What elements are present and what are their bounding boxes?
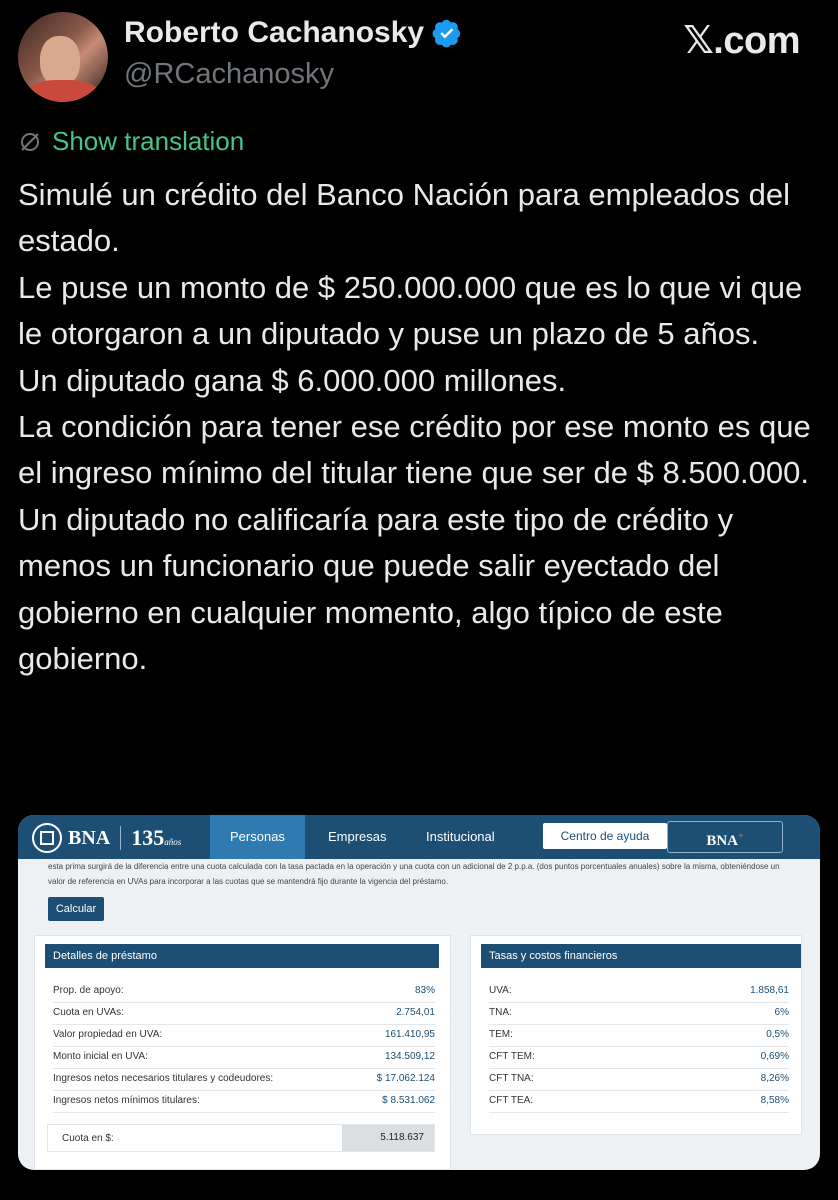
- row-value: $ 17.062.124: [376, 1073, 435, 1084]
- row-value: 83%: [414, 985, 435, 996]
- row-value: 8,26%: [760, 1073, 789, 1084]
- bna-plus-label: BNA: [706, 833, 738, 849]
- show-translation-link[interactable]: [18, 126, 244, 157]
- table-row: [489, 1002, 789, 1025]
- tab-personas[interactable]: Personas: [210, 815, 305, 859]
- tab-empresas[interactable]: Empresas: [328, 829, 387, 844]
- cuota-label: Cuota en $:: [62, 1133, 114, 1144]
- row-label: CFT TEM:: [489, 1051, 535, 1062]
- table-row: [489, 1046, 789, 1069]
- row-value: 2.754,01: [396, 1007, 435, 1018]
- attached-image[interactable]: [18, 815, 820, 1170]
- table-row: [53, 1002, 435, 1025]
- tab-institucional[interactable]: Institucional: [426, 829, 495, 844]
- user-handle[interactable]: @RCachanosky: [124, 58, 334, 90]
- anniversary-logo: [131, 825, 181, 851]
- table-row: [489, 980, 789, 1003]
- row-label: UVA:: [489, 985, 512, 996]
- bna-logo: [32, 823, 181, 853]
- calculate-button[interactable]: Calcular: [48, 897, 104, 921]
- cuota-row: [47, 1124, 435, 1152]
- table-row: [489, 1024, 789, 1047]
- table-row: [53, 1090, 435, 1113]
- row-label: Prop. de apoyo:: [53, 985, 124, 996]
- anniversary-suffix: años: [164, 837, 182, 847]
- table-row: [53, 1046, 435, 1069]
- bna-logo-text: BNA: [68, 826, 111, 849]
- row-value: 6%: [774, 1007, 789, 1018]
- table-row: [53, 1024, 435, 1047]
- table-row: [489, 1068, 789, 1091]
- row-value: 8,58%: [760, 1095, 789, 1106]
- row-label: Valor propiedad en UVA:: [53, 1029, 163, 1040]
- avatar-face: [40, 36, 80, 86]
- loan-details-title: Detalles de préstamo: [45, 944, 439, 968]
- name-row: [124, 16, 462, 50]
- row-label: Ingresos netos mínimos titulares:: [53, 1095, 200, 1106]
- tweet-paragraph: Un diputado gana $ 6.000.000 millones.: [18, 362, 567, 398]
- bna-navbar: [18, 815, 820, 859]
- cuota-value: 5.118.637: [342, 1125, 434, 1151]
- avatar-shirt: [28, 80, 98, 102]
- bna-plus-sup: +: [737, 831, 744, 842]
- row-value: 0,5%: [766, 1029, 789, 1040]
- row-value: $ 8.531.062: [382, 1095, 435, 1106]
- avatar[interactable]: [18, 12, 108, 102]
- x-logo: 𝕏.com: [683, 20, 800, 62]
- table-row: [53, 980, 435, 1003]
- row-value: 134.509,12: [384, 1051, 435, 1062]
- show-translation-label: Show translation: [52, 126, 245, 156]
- logo-separator: [120, 826, 121, 850]
- translate-icon: [18, 130, 42, 154]
- tweet-paragraph: Le puse un monto de $ 250.000.000 que es lo que vi que le otorgaron a un diputado y puse un plazo de 5 años.: [18, 269, 803, 352]
- anniversary-number: 135: [131, 825, 165, 850]
- tweet-paragraph: La condición para tener ese crédito por ese monto es que el ingreso mínimo del titular tiene que ser de $ 8.500.000.: [18, 409, 811, 491]
- row-label: Ingresos netos necesarios titulares y codeudores:: [53, 1073, 274, 1084]
- bank-icon: [32, 823, 62, 853]
- rates-title: Tasas y costos financieros: [481, 944, 801, 968]
- row-label: CFT TEA:: [489, 1095, 534, 1106]
- row-label: Monto inicial en UVA:: [53, 1051, 148, 1062]
- info-text: esta prima surgirá de la diferencia entre una cuota calculada con la tasa pactada en la operación y una cuota con un adicional de 2 p.p.a. (dos puntos porcentuales anuales) sobre la misma, obteniéndose un valor de referencia en UVAs para incorporar a las cuotas que se mantendrá fijo durante la vigencia del préstamo.: [48, 862, 780, 886]
- loan-details-panel: [34, 935, 451, 1170]
- row-label: CFT TNA:: [489, 1073, 534, 1084]
- row-label: TNA:: [489, 1007, 512, 1018]
- row-value: 1.858,61: [750, 985, 789, 996]
- tweet-text: [18, 172, 824, 682]
- row-value: 161.410,95: [384, 1029, 435, 1040]
- table-row: [489, 1090, 789, 1113]
- verified-badge-icon: [432, 18, 462, 48]
- row-label: TEM:: [489, 1029, 513, 1040]
- bna-plus-button[interactable]: [667, 821, 783, 853]
- row-label: Cuota en UVAs:: [53, 1007, 124, 1018]
- rates-panel: [470, 935, 802, 1135]
- row-value: 0,69%: [760, 1051, 789, 1062]
- help-center-button[interactable]: Centro de ayuda: [543, 823, 667, 849]
- table-row: [53, 1068, 435, 1091]
- display-name[interactable]: Roberto Cachanosky: [124, 16, 425, 49]
- tweet-header: [18, 12, 818, 104]
- tweet-paragraph: Un diputado no calificaría para este tipo de crédito y menos un funcionario que puede salir eyectado del gobierno en cualquier momento, algo típico de este gobierno.: [18, 501, 734, 677]
- tweet-paragraph: Simulé un crédito del Banco Nación para empleados del estado.: [18, 177, 791, 259]
